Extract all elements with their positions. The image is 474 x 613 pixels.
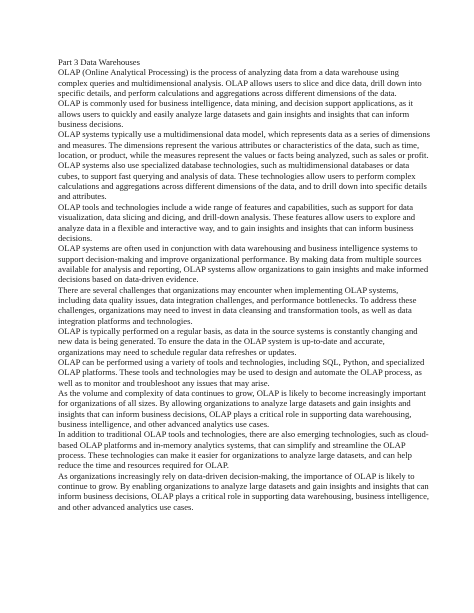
paragraph-growing-importance: As the volume and complexity of data continues to grow, OLAP is likely to become increasingly important for organizations of all sizes. By allowing organizations to analyze large datasets and gain insights and insights that can inform business decisions, OLAP plays a critical role in supporting data warehousing, business intelligence, and other advanced analytics use cases. (58, 388, 426, 430)
document-body (58, 57, 430, 512)
paragraph-olap-uses: OLAP is commonly used for business intelligence, data mining, and decision support applications, as it allows users to quickly and easily analyze large datasets and gain insights and insights that can inform business decisions. (58, 98, 414, 130)
paragraph-regular-refresh: OLAP is typically performed on a regular basis, as data in the source systems is constantly changing and new data is being generated. To ensure the data in the OLAP system is up-to-date and accurate, organizations may need to schedule regular data refreshes or updates. (58, 325, 418, 357)
paragraph-challenges: There are several challenges that organizations may encounter when implementing OLAP systems, including data quality issues, data integration challenges, and performance bottlenecks. To address these challenges, organizations may need to invest in data cleansing and transformation tools, as well as data integration platforms and technologies. (58, 284, 417, 326)
paragraph-tools-sql-python: OLAP can be performed using a variety of tools and technologies, including SQL, Python, and specialized OLAP platforms. These tools and technologies may be used to design and automate the OLAP process, as well as to monitor and troubleshoot any issues that may arise. (58, 356, 425, 388)
paragraph-olap-definition: OLAP (Online Analytical Processing) is the process of analyzing data from a data warehouse using complex queries and multidimensional analysis. OLAP allows users to slice and dice data, drill down into specific details, and perform calculations and aggregations across different dimensions of the data. (58, 67, 422, 99)
section-heading: Part 3 Data Warehouses (58, 57, 140, 67)
paragraph-multidimensional-model: OLAP systems typically use a multidimensional data model, which represents data as a series of dimensions and measures. The dimensions represent the various attributes or characteristics of the data, such as time, location, or product, while the measures represent the values or facts being analyzed, such as sales or profit. (58, 129, 430, 161)
paragraph-tools-features: OLAP tools and technologies include a wide range of features and capabilities, such as support for data visualization, data slicing and dicing, and drill-down analysis. These features allow users to explore and analyze data in a flexible and interactive way, and to gain insights and insights that can inform business decisions. (58, 201, 416, 243)
paragraph-business-intelligence: OLAP systems are often used in conjunction with data warehousing and business intelligence systems to support decision-making and improve organizational performance. By making data from multiple sources available for analysis and reporting, OLAP systems allow organizations to gain insights and make informed decisions based on data-driven evidence. (58, 243, 429, 285)
paragraph-emerging-technologies: In addition to traditional OLAP tools and technologies, there are also emerging technologies, such as cloud-based OLAP platforms and in-memory analytics systems, that can simplify and streamline the OLAP process. These technologies can make it easier for organizations to analyze large datasets, and can help reduce the time and resources required for OLAP. (58, 429, 429, 471)
paragraph-database-technologies: OLAP systems also use specialized database technologies, such as multidimensional databases or data cubes, to support fast querying and analysis of data. These technologies allow users to perform complex calculations and aggregations across different dimensions of the data, and to drill down into specific details and attributes. (58, 160, 427, 202)
paragraph-conclusion: As organizations increasingly rely on data-driven decision-making, the importance of OLAP is likely to continue to grow. By enabling organizations to analyze large datasets and gain insights and insights that can inform business decisions, OLAP plays a critical role in supporting data warehousing, business intelligence, and other advanced analytics use cases. (58, 470, 430, 512)
